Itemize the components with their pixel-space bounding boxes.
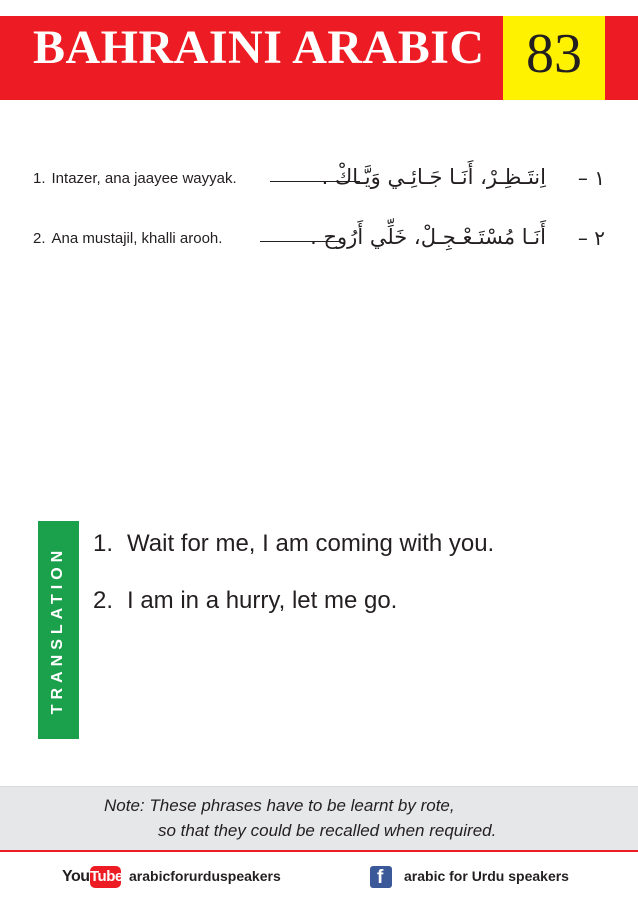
translation-line-1-number: 1. — [93, 530, 114, 557]
phrase-1-transliteration — [33, 170, 237, 187]
page-number: 83 — [526, 23, 582, 85]
page-title: BAHRAINI ARABIC — [33, 21, 485, 74]
phrase-1-number: 1. — [33, 170, 46, 187]
translation-line-2-text: I am in a hurry, let me go. — [127, 587, 398, 614]
phrase-2-transliteration — [33, 230, 222, 247]
note-line-1: Note: These phrases have to be learnt by rote, — [104, 796, 455, 815]
phrase-1-arabic-number: ١ – — [577, 166, 605, 190]
phrase-2-number: 2. — [33, 230, 46, 247]
youtube-logo-tube: Tube — [90, 866, 121, 888]
facebook-icon[interactable] — [370, 866, 392, 888]
note-line-2: so that they could be recalled when required. — [158, 821, 497, 840]
translation-line-1-text: Wait for me, I am coming with you. — [127, 530, 495, 557]
phrase-2-text: Ana mustajil, khalli arooh. — [51, 230, 223, 247]
footer-divider — [0, 850, 638, 852]
translation-label: TRANSLATION — [49, 545, 66, 715]
phrase-1-arabic: اِنتَـظِـرْ، أَنَـا جَـائِـي وَيَّـاكْ . — [321, 165, 546, 189]
page-number-box — [503, 16, 605, 100]
translation-line-2-number: 2. — [93, 587, 114, 614]
youtube-logo-you: You — [62, 868, 90, 885]
translation-line-1 — [93, 530, 494, 558]
facebook-glyph: f — [377, 867, 384, 888]
phrase-2-arabic: أَنَـا مُسْتَـعْـجِـلْ، خَلِّي أَرُوح . — [310, 225, 546, 249]
translation-sidebar — [38, 521, 79, 739]
phrase-2-arabic-number: ٢ – — [577, 226, 605, 250]
translation-line-2 — [93, 587, 397, 615]
facebook-page-link[interactable]: arabic for Urdu speakers — [404, 868, 569, 884]
youtube-channel-link[interactable]: arabicforurduspeakers — [129, 868, 281, 884]
phrase-1-text: Intazer, ana jaayee wayyak. — [51, 170, 237, 187]
